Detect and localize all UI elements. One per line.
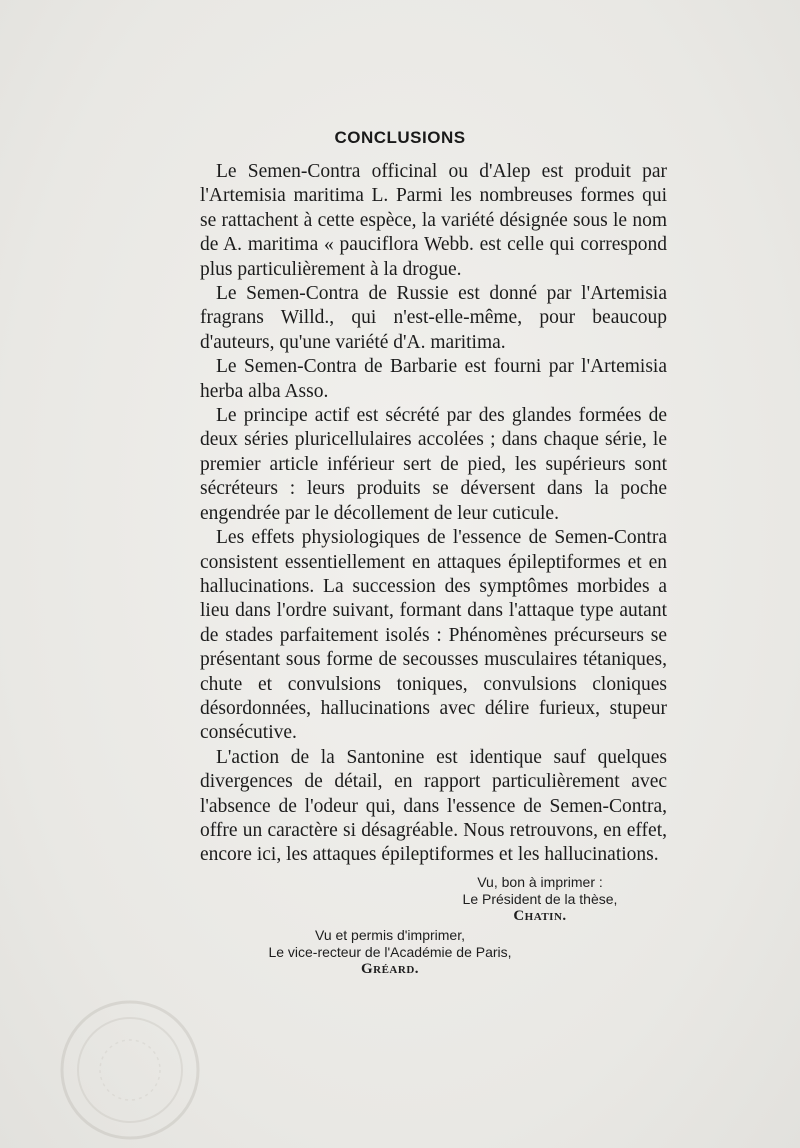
permission-signer: Gréard. bbox=[360, 961, 420, 977]
page-title: CONCLUSIONS bbox=[334, 128, 466, 147]
approval-line: Vu, bon à imprimer : bbox=[477, 874, 603, 890]
permission-line: Vu et permis d'imprimer, bbox=[315, 927, 465, 943]
approval-block bbox=[420, 874, 660, 925]
library-stamp-icon bbox=[55, 995, 205, 1145]
paragraph: Le Semen-Contra de Barbarie est fourni par l'Artemisia herba alba Asso. bbox=[200, 356, 667, 402]
approval-line: Le Président de la thèse, bbox=[462, 891, 618, 907]
paragraph: L'action de la Santonine est identique sauf quelques divergences de détail, en rapport particulièrement avec l'absence de l'odeur qui, dans l'essence de Semen-Contra, offre un caractère si désagréable. Nous retrouvons, en effet, encore ici, les attaques épileptiformes et les hallucinations. bbox=[200, 746, 667, 866]
body-text bbox=[200, 160, 667, 868]
paragraph: Les effets physiologiques de l'essence de Semen-Contra consistent essentiellement en attaques épileptiformes et en hallucinations. La succession des symptômes morbides a lieu dans l'ordre suivant, formant dans l'attaque type autant de stades parfaitement isolés : Phénomènes précurseurs se présentant sous forme de secousses musculaires tétaniques, chute et convulsions toniques, convulsions cloniques désordonnées, hallucinations avec délire furieux, stupeur consécutive. bbox=[200, 527, 667, 744]
permission-line: Le vice-recteur de l'Académie de Paris, bbox=[268, 944, 512, 960]
paragraph: Le Semen-Contra de Russie est donné par l'Artemisia fragrans Willd., qui n'est-elle-même, pour beaucoup d'auteurs, qu'une variété d'A. maritima. bbox=[200, 283, 667, 353]
paragraph: Le Semen-Contra officinal ou d'Alep est produit par l'Artemisia maritima L. Parmi les nombreuses formes qui se rattachent à cette espèce, la variété désignée sous le nom de A. maritima « pauciflora Webb. est celle qui correspond plus particulièrement à la drogue. bbox=[200, 161, 667, 280]
paragraph: Le principe actif est sécrété par des glandes formées de deux séries pluricellulaires accolées ; dans chaque série, le premier article inférieur sert de pied, les supérieurs sont sécréteurs : leurs produits se déversent dans la poche engendrée par le décollement de leur cuticule. bbox=[200, 405, 667, 524]
approval-signer: Chatin. bbox=[513, 908, 567, 924]
permission-block bbox=[240, 927, 540, 978]
